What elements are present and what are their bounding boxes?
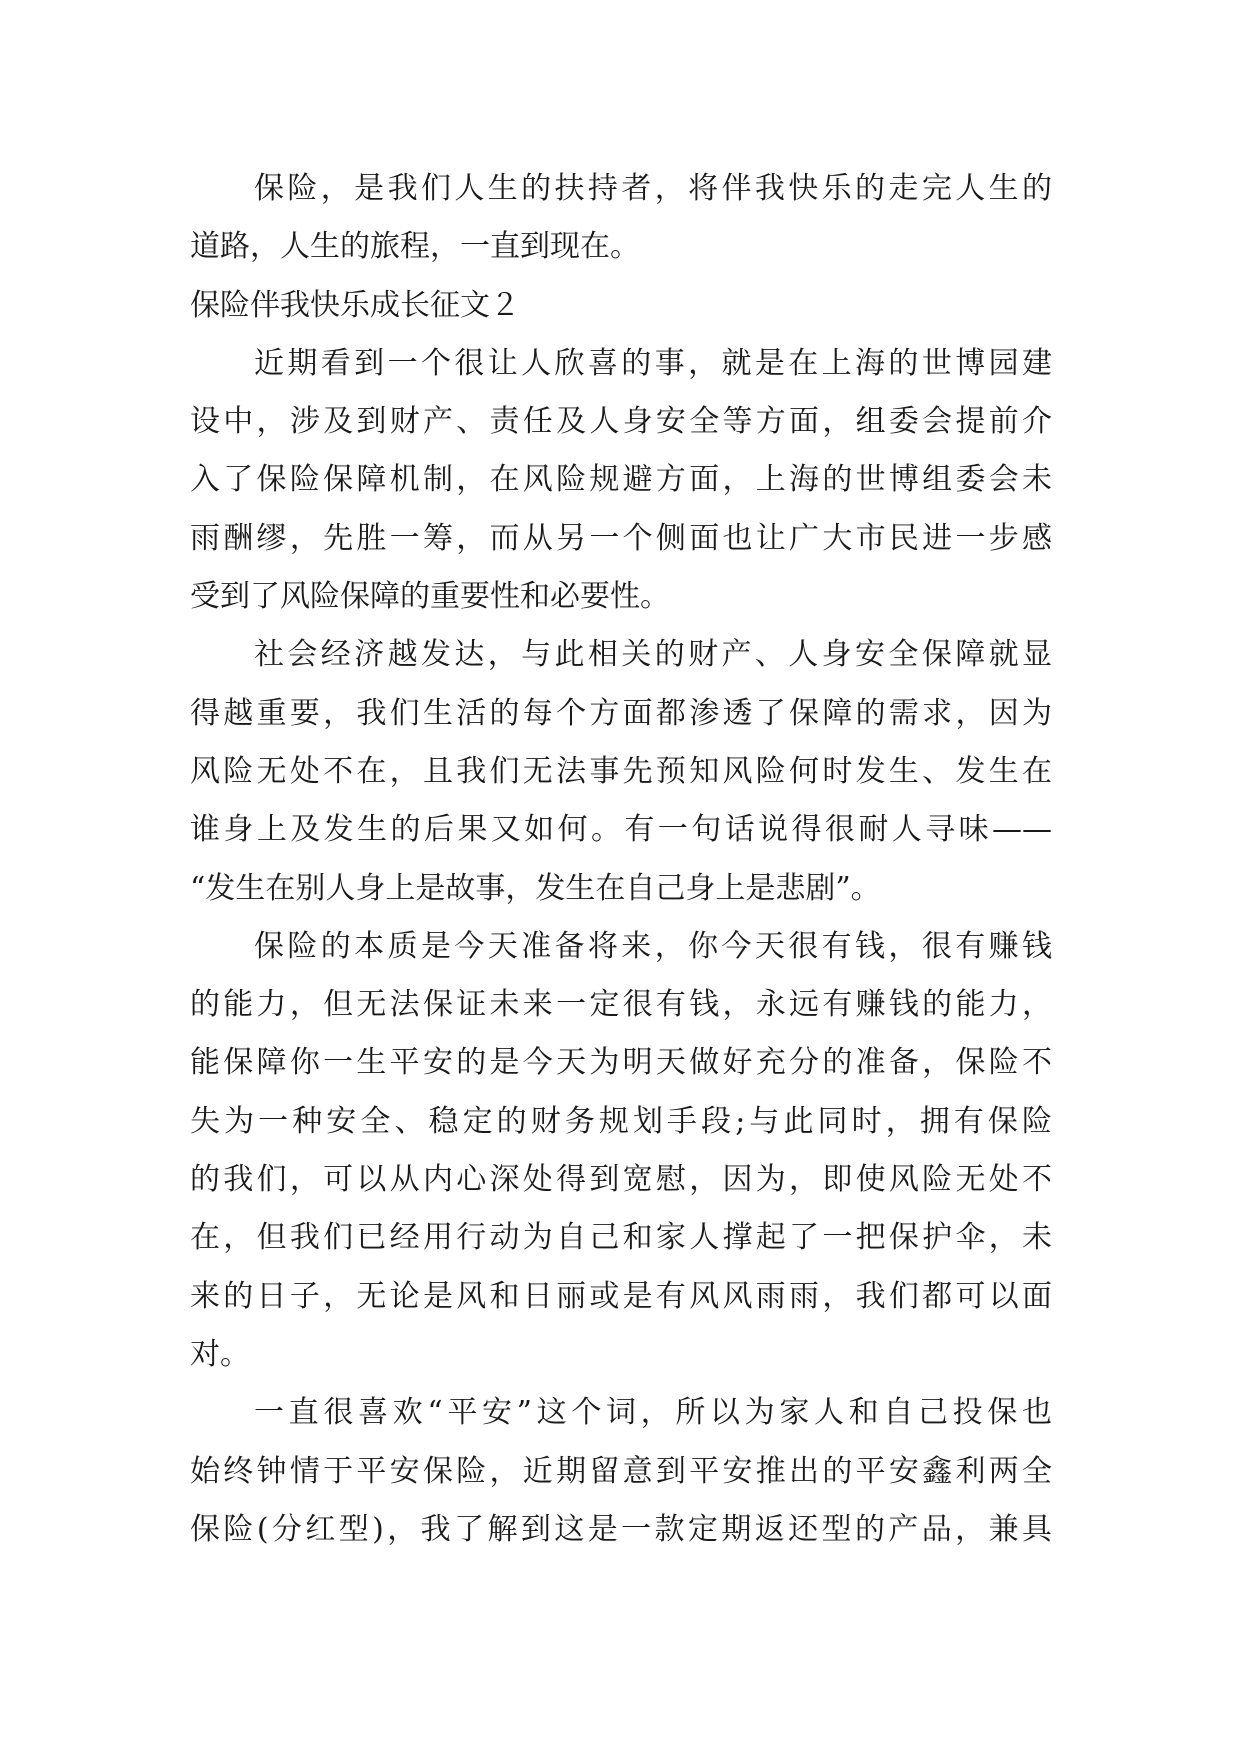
text-line: 道路，人生的旅程，一直到现在。 <box>190 229 640 265</box>
section-heading <box>190 277 1052 335</box>
paragraph <box>190 160 1052 277</box>
text-line: 的能力，但无法保证未来一定很有钱，永远有赚钱的能力， <box>190 987 1052 1023</box>
text-line: 雨酬缪，先胜一筹，而从另一个侧面也让广大市民进一步感 <box>190 520 1052 556</box>
document-body <box>190 160 1052 1559</box>
text-line: 对。 <box>190 1336 250 1372</box>
heading-text: 保险伴我快乐成长征文２ <box>190 287 520 323</box>
text-line: 得越重要，我们生活的每个方面都渗透了保障的需求，因为 <box>190 695 1052 731</box>
text-line: 受到了风险保障的重要性和必要性。 <box>190 579 670 615</box>
text-line: “发生在别人身上是故事，发生在自己身上是悲剧”。 <box>190 870 881 906</box>
text-line: 谁身上及发生的后果又如何。有一句话说得很耐人寻味—— <box>190 812 1052 848</box>
text-line: 近期看到一个很让人欣喜的事，就是在上海的世博园建 <box>254 345 1052 381</box>
text-line: 一直很喜欢“平安”这个词，所以为家人和自己投保也 <box>254 1395 1052 1431</box>
text-line: 来的日子，无论是风和日丽或是有风风雨雨，我们都可以面 <box>190 1278 1052 1314</box>
paragraph <box>190 335 1052 626</box>
text-line: 的我们，可以从内心深处得到宽慰，因为，即使风险无处不 <box>190 1162 1052 1198</box>
text-line: 保险，是我们人生的扶持者，将伴我快乐的走完人生的 <box>254 171 1052 206</box>
text-line: 保险(分红型)，我了解到这是一款定期返还型的产品，兼具 <box>190 1511 1052 1547</box>
text-line: 失为一种安全、稳定的财务规划手段;与此同时，拥有保险 <box>190 1103 1052 1139</box>
text-line: 在，但我们已经用行动为自己和家人撑起了一把保护伞，未 <box>190 1220 1052 1256</box>
paragraph <box>190 918 1052 1384</box>
text-line: 社会经济越发达，与此相关的财产、人身安全保障就显 <box>254 637 1052 673</box>
text-line: 能保障你一生平安的是今天为明天做好充分的准备，保险不 <box>190 1045 1052 1081</box>
paragraph <box>190 1384 1052 1559</box>
text-line: 入了保险保障机制，在风险规避方面，上海的世博组委会未 <box>190 462 1052 498</box>
text-line: 设中，涉及到财产、责任及人身安全等方面，组委会提前介 <box>190 404 1052 440</box>
text-line: 保险的本质是今天准备将来，你今天很有钱，很有赚钱 <box>254 928 1052 964</box>
text-line: 始终钟情于平安保险，近期留意到平安推出的平安鑫利两全 <box>190 1453 1052 1489</box>
paragraph <box>190 626 1052 917</box>
text-line: 风险无处不在，且我们无法事先预知风险何时发生、发生在 <box>190 753 1052 789</box>
